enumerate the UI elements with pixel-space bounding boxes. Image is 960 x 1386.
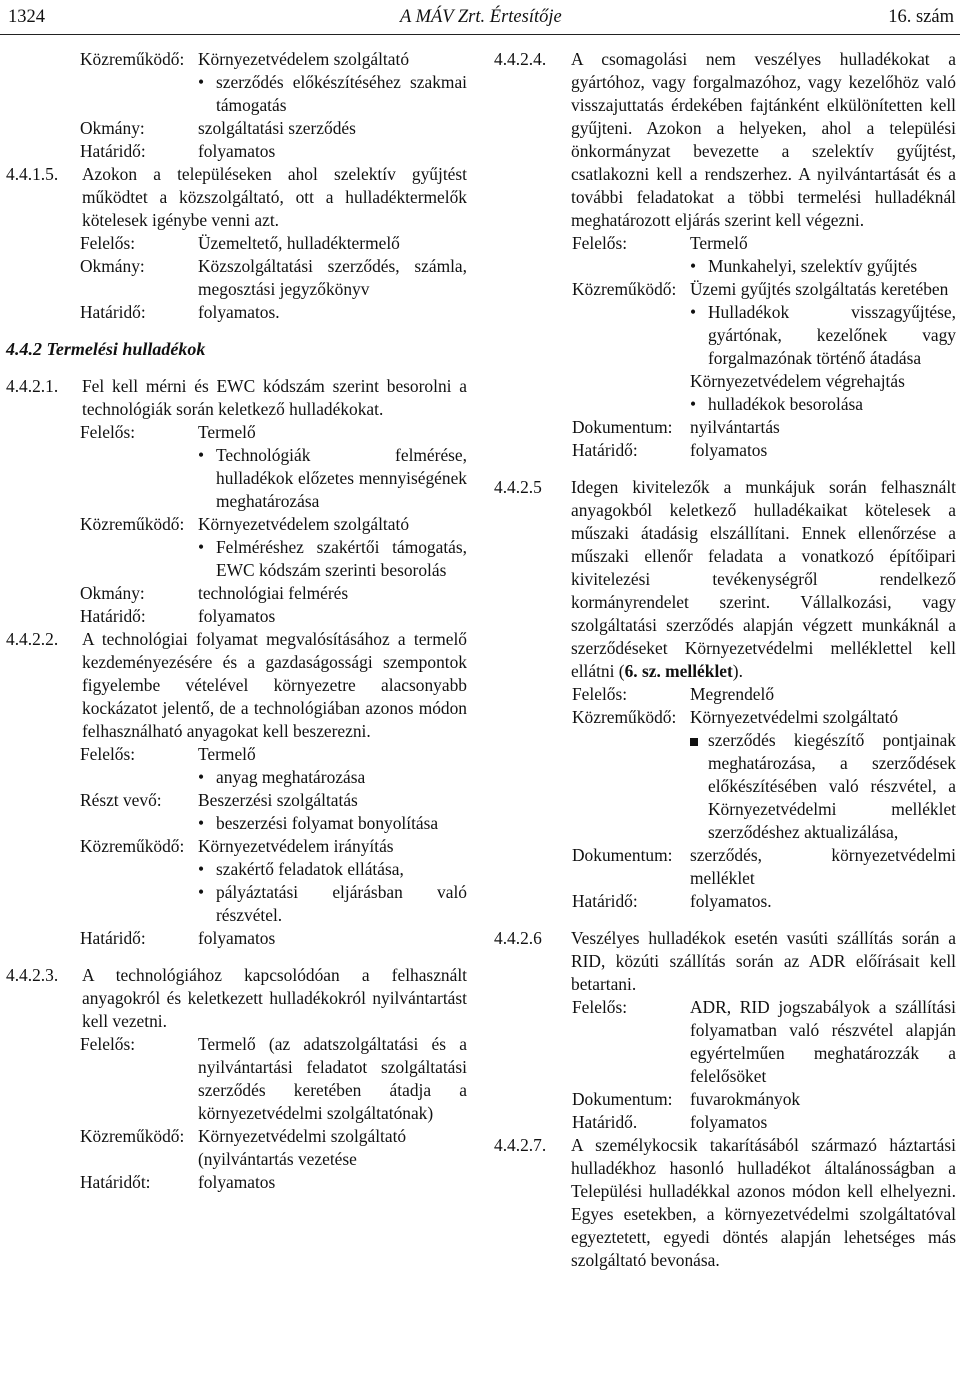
- paragraph-text-part: Idegen kivitelezők a munkájuk során felhasznált anyagokból keletkező hulladékaikat kötelesek a műszaki átadásig elszállítani. Ennek ellenőrzése a műszaki ellenőr feladata a vonatkozó építőipari kivitelezési tevékenységről rendelkező kormányrendelet szerint. Vállalkozási, vagy szolgáltatási szerződés alapján végzett munkáknál a szerződéseket Környezetvédelmi melléklettel kell ellátni (: [571, 477, 956, 681]
- bullet-icon: •: [198, 72, 205, 92]
- bullet-text: szerződés előkészítéséhez szakmai támogatás: [216, 72, 467, 115]
- field-value: Környezetvédelem irányítás: [198, 836, 394, 856]
- field-label: Határidő:: [572, 891, 638, 911]
- field-label: Okmány:: [80, 118, 145, 138]
- bullet-item: [690, 393, 956, 416]
- bullet-icon: •: [690, 256, 697, 276]
- field-row: [6, 835, 467, 858]
- field-row: [6, 605, 467, 628]
- field-label: Felelős:: [80, 422, 136, 442]
- paragraph-44221: [6, 375, 467, 421]
- field-row: [6, 140, 467, 163]
- field-value: Termelő (az adatszolgáltatási és a nyilvántartási feladatot szolgáltatási szerződés keretében átadja a környezetvédelmi szolgáltatónak): [198, 1034, 467, 1123]
- field-row: [6, 1171, 467, 1194]
- left-column: [6, 48, 467, 1194]
- field-value: fuvarokmányok: [690, 1089, 801, 1109]
- paragraph-44224: [494, 48, 956, 232]
- field-row: [494, 416, 956, 439]
- paragraph-text: A csomagolási nem veszélyes hulladékokat a gyártóhoz, vagy forgalmazóhoz, vagy kezelőhöz való visszajuttatás érdekében fajtánként elkülönítetten kell gyűjteni. Azokon a helyeken, ahol a települési önkormányzat bevezette a szelektív gyűjtést, csatlakozni kell a rendszerhez. A nyilvántartását és a további feladatokat a többi termelési hulladéknál meghatározott eljárás szerint kell végezni.: [571, 49, 956, 230]
- bullet-icon: •: [690, 394, 697, 414]
- bullet-icon: •: [198, 767, 205, 787]
- field-value: Beszerzési szolgáltatás: [198, 790, 358, 810]
- bullet-icon: •: [198, 537, 205, 557]
- bullet-text: beszerzési folyamat bonyolítása: [216, 813, 439, 833]
- field-row: [6, 513, 467, 536]
- field-value: szolgáltatási szerződés: [198, 118, 356, 138]
- field-label: Felelős:: [80, 1034, 136, 1054]
- field-value: Termelő: [198, 422, 256, 442]
- field-value: folyamatos.: [198, 302, 280, 322]
- bullet-text: Technológiák felmérése, hulladékok előzetes mennyiségének meghatározása: [216, 445, 467, 511]
- field-value: folyamatos: [198, 928, 276, 948]
- field-value: folyamatos: [198, 606, 276, 626]
- field-value: nyilvántartás: [690, 417, 780, 437]
- field-value: Termelő: [690, 233, 748, 253]
- bullet-item: [198, 858, 467, 881]
- field-value: technológiai felmérés: [198, 583, 349, 603]
- bullet-item: [198, 881, 467, 927]
- bullet-text: szerződés kiegészítő pontjainak meghatározása, a szerződések előkészítésében való részvétel, a Környezetvédelmi melléklet szerződéshez aktualizálása,: [708, 730, 956, 842]
- field-row: [494, 890, 956, 913]
- field-label: Okmány:: [80, 583, 145, 603]
- field-value: szerződés, környezetvédelmi melléklet: [690, 845, 956, 888]
- paragraph-4415: [6, 163, 467, 232]
- paragraph-number: 4.4.2.7.: [494, 1135, 547, 1155]
- field-label: Közreműködő:: [80, 836, 185, 856]
- field-row: [6, 48, 467, 71]
- annex-reference: 6. sz. melléklet: [624, 661, 733, 681]
- right-column: [494, 48, 956, 1272]
- paragraph-number: 4.4.2.2.: [6, 629, 59, 649]
- field-row: [6, 301, 467, 324]
- field-row: [494, 439, 956, 462]
- field-row: [494, 683, 956, 706]
- field-row: [6, 255, 467, 301]
- page-header: [0, 0, 960, 32]
- field-label: Határidőt:: [80, 1172, 151, 1192]
- field-label: Közreműködő:: [572, 707, 677, 727]
- field-label: Határidő:: [80, 928, 146, 948]
- bullet-item: [690, 729, 956, 844]
- field-label: Dokumentum:: [572, 1089, 673, 1109]
- bullet-text: hulladékok besorolása: [708, 394, 864, 414]
- field-label: Felelős:: [80, 744, 136, 764]
- bullet-text: anyag meghatározása: [216, 767, 366, 787]
- field-value: Termelő: [198, 744, 256, 764]
- field-label: Közreműködő:: [80, 49, 185, 69]
- field-value: Üzemi gyűjtés szolgáltatás keretében: [690, 279, 949, 299]
- bullet-icon: •: [198, 445, 205, 465]
- extra-line-text: Környezetvédelem végrehajtás: [690, 371, 905, 391]
- field-label: Részt vevő:: [80, 790, 162, 810]
- bullet-icon: •: [198, 859, 205, 879]
- field-value: Környezetvédelmi szolgáltató: [690, 707, 899, 727]
- issue-number: 16. szám: [888, 7, 954, 27]
- field-value: Megrendelő: [690, 684, 775, 704]
- field-row: [494, 706, 956, 729]
- field-row: [494, 1111, 956, 1134]
- field-label: Dokumentum:: [572, 417, 673, 437]
- paragraph-text: Veszélyes hulladékok esetén vasúti szállítás során a RID, közúti szállítás során az ADR előírásait kell betartani.: [571, 928, 956, 994]
- paragraph-44225: [494, 476, 956, 683]
- paragraph-number: 4.4.1.5.: [6, 164, 59, 184]
- field-row: [494, 278, 956, 301]
- field-value: folyamatos: [690, 440, 768, 460]
- field-label: Felelős:: [80, 233, 136, 253]
- journal-title: A MÁV Zrt. Értesítője: [400, 7, 562, 27]
- bullet-icon: •: [198, 813, 205, 833]
- paragraph-text: Azokon a településeken ahol szelektív gyűjtést működtet a közszolgáltató, ott a hulladéktermelők kötelesek igénybe venni azt.: [82, 164, 467, 230]
- field-value: Környezetvédelmi szolgáltató (nyilvántartás vezetése: [198, 1126, 407, 1169]
- bullet-text: Munkahelyi, szelektív gyűjtés: [708, 256, 918, 276]
- field-row: [6, 421, 467, 444]
- bullet-item: [198, 444, 467, 513]
- paragraph-44227: [494, 1134, 956, 1272]
- paragraph-text: [571, 476, 956, 683]
- field-value: Környezetvédelem szolgáltató: [198, 514, 410, 534]
- header-rule: [0, 34, 960, 35]
- paragraph-number: 4.4.2.5: [494, 477, 542, 497]
- field-label: Határidő.: [572, 1112, 638, 1132]
- paragraph-44226: [494, 927, 956, 996]
- field-value: folyamatos: [198, 1172, 276, 1192]
- extra-line: [690, 370, 956, 393]
- field-label: Közreműködő:: [80, 1126, 185, 1146]
- field-label: Okmány:: [80, 256, 145, 276]
- field-row: [6, 789, 467, 812]
- bullet-item: [198, 536, 467, 582]
- field-value: Közszolgáltatási szerződés, számla, megosztási jegyzőkönyv: [198, 256, 467, 299]
- field-label: Felelős:: [572, 233, 628, 253]
- field-value: folyamatos.: [690, 891, 772, 911]
- field-label: Határidő:: [80, 606, 146, 626]
- bullet-text: pályáztatási eljárásban való részvétel.: [216, 882, 467, 925]
- page-number: 1324: [8, 7, 45, 27]
- field-value: ADR, RID jogszabályok a szállítási folyamatban való részvétel alapján egyértelműen meghatározzák a felelősöket: [690, 997, 956, 1086]
- bullet-item: [690, 301, 956, 370]
- field-label: Közreműködő:: [572, 279, 677, 299]
- field-value: folyamatos: [690, 1112, 768, 1132]
- field-label: Dokumentum:: [572, 845, 673, 865]
- field-label: Felelős:: [572, 997, 628, 1017]
- square-bullet-icon: [690, 729, 708, 844]
- bullet-item: [198, 766, 467, 789]
- paragraph-44223: [6, 964, 467, 1033]
- field-row: [6, 582, 467, 605]
- paragraph-text-part: ).: [732, 661, 743, 681]
- bullet-text: Felméréshez szakértői támogatás, EWC kódszám szerinti besorolás: [216, 537, 467, 580]
- paragraph-number: 4.4.2.4.: [494, 49, 547, 69]
- bullet-icon: •: [690, 302, 697, 322]
- field-row: [6, 117, 467, 140]
- bullet-text: Hulladékok visszagyűjtése, gyártónak, kezelőnek vagy forgalmazónak történő átadása: [708, 302, 956, 368]
- field-label: Határidő:: [80, 302, 146, 322]
- field-label: Felelős:: [572, 684, 628, 704]
- field-value: Üzemeltető, hulladéktermelő: [198, 233, 400, 253]
- bullet-text: szakértő feladatok ellátása,: [216, 859, 404, 879]
- field-row: [6, 743, 467, 766]
- paragraph-text: Fel kell mérni és EWC kódszám szerint besorolni a technológiák során keletkező hulladékokat.: [82, 376, 467, 419]
- field-label: Határidő:: [80, 141, 146, 161]
- bullet-item: [690, 255, 956, 278]
- field-value: folyamatos: [198, 141, 276, 161]
- bullet-item: [198, 71, 467, 117]
- field-row: [6, 232, 467, 255]
- bullet-item: [198, 812, 467, 835]
- paragraph-number: 4.4.2.3.: [6, 965, 59, 985]
- paragraph-text: A személykocsik takarításából származó háztartási hulladékhoz hasonló hulladékot általánosságban a Települési hulladékkal azonos módon kell elhelyezni. Egyes esetekben, a környezetvédelmi szolgáltatóval egyeztetett, egyedi döntés alapján lehetséges más szolgáltató bevonása.: [571, 1135, 956, 1270]
- field-row: [6, 1033, 467, 1125]
- field-label: Közreműködő:: [80, 514, 185, 534]
- bullet-icon: •: [198, 882, 205, 902]
- field-value: Környezetvédelem szolgáltató: [198, 49, 410, 69]
- paragraph-number: 4.4.2.6: [494, 928, 542, 948]
- field-row: [6, 927, 467, 950]
- field-row: [494, 844, 956, 890]
- field-row: [494, 1088, 956, 1111]
- paragraph-44222: [6, 628, 467, 743]
- field-row: [494, 232, 956, 255]
- paragraph-number: 4.4.2.1.: [6, 376, 59, 396]
- field-row: [494, 996, 956, 1088]
- field-row: [6, 1125, 467, 1171]
- field-label: Határidő:: [572, 440, 638, 460]
- section-heading: 4.4.2 Termelési hulladékok: [6, 339, 206, 359]
- paragraph-text: A technológiai folyamat megvalósításához a termelő kezdeményezésére és a gazdaságossági szempontok figyelembe vételével környezetre alacsonyabb kockázatot jelentő, de a technológiában azonos módon felhasználható anyagokat kell beszerezni.: [82, 629, 467, 741]
- paragraph-text: A technológiához kapcsolódóan a felhasznált anyagokról és keletkezett hulladékokról nyilvántartást kell vezetni.: [82, 965, 467, 1031]
